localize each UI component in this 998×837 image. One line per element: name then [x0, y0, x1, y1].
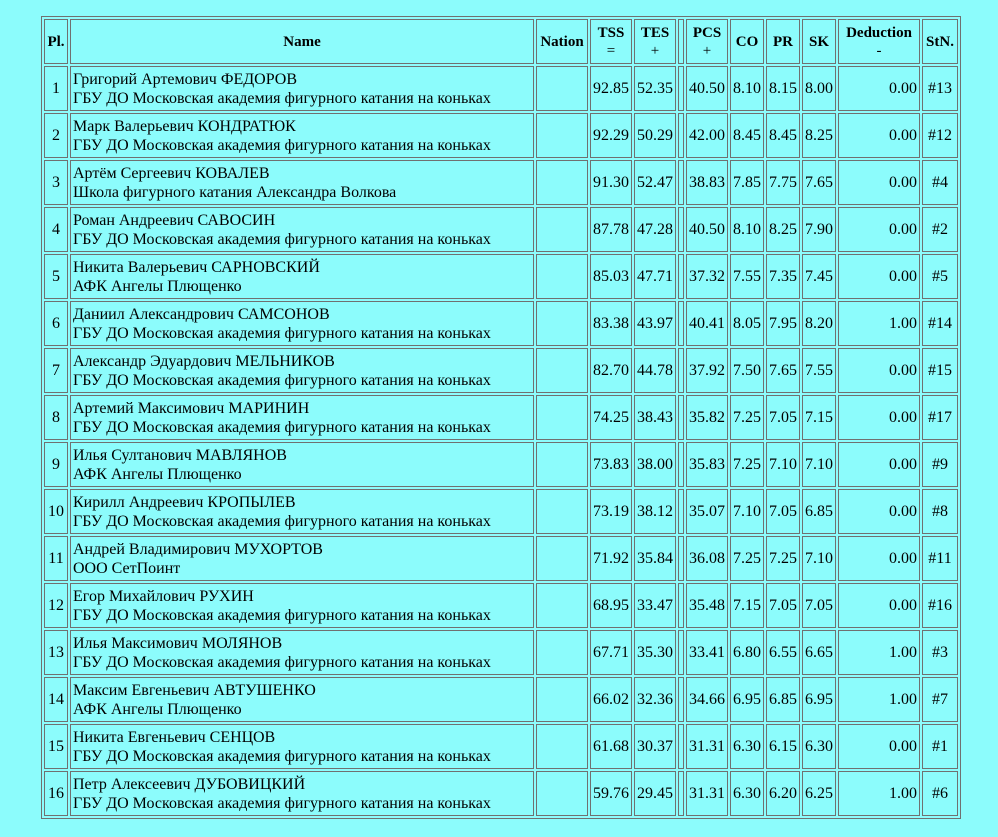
skater-name: Марк Валерьевич КОНДРАТЮК [73, 117, 296, 135]
pcs-cell: 40.41 [686, 301, 728, 346]
table-row [44, 677, 958, 722]
tss-cell: 92.85 [590, 66, 632, 111]
sk-cell: 7.65 [802, 160, 836, 205]
pr-cell: 8.15 [766, 66, 800, 111]
skater-name: Григорий Артемович ФЕДОРОВ [73, 70, 298, 88]
deduction-cell: 1.00 [838, 301, 920, 346]
table-row [44, 583, 958, 628]
place-cell: 9 [44, 442, 68, 487]
pcs-cell: 35.83 [686, 442, 728, 487]
sk-cell: 7.15 [802, 395, 836, 440]
header-deduction [838, 19, 920, 64]
pcs-cell: 37.92 [686, 348, 728, 393]
skater-name: Кирилл Андреевич КРОПЫЛЕВ [73, 493, 296, 511]
tss-cell: 73.83 [590, 442, 632, 487]
spacer-cell [678, 536, 684, 581]
tes-cell: 52.47 [634, 160, 676, 205]
header-stn: StN. [922, 19, 958, 64]
start-number-cell: #7 [922, 677, 958, 722]
sk-cell: 8.20 [802, 301, 836, 346]
tss-cell: 71.92 [590, 536, 632, 581]
table-row [44, 442, 958, 487]
spacer-cell [678, 254, 684, 299]
skater-club: ГБУ ДО Московская академия фигурного катания на коньках [73, 512, 491, 530]
tes-cell: 30.37 [634, 724, 676, 769]
place-cell: 8 [44, 395, 68, 440]
sk-cell: 7.55 [802, 348, 836, 393]
table-row [44, 348, 958, 393]
co-cell: 8.05 [730, 301, 764, 346]
deduction-cell: 0.00 [838, 160, 920, 205]
start-number-cell: #8 [922, 489, 958, 534]
nation-cell [536, 254, 588, 299]
skater-name: Андрей Владимирович МУХОРТОВ [73, 540, 323, 558]
tes-cell: 47.71 [634, 254, 676, 299]
deduction-cell: 0.00 [838, 113, 920, 158]
skater-name: Илья Султанович МАВЛЯНОВ [73, 446, 287, 464]
pr-cell: 8.25 [766, 207, 800, 252]
nation-cell [536, 724, 588, 769]
place-cell: 16 [44, 771, 68, 816]
skater-cell [70, 207, 534, 252]
skater-club: ГБУ ДО Московская академия фигурного катания на коньках [73, 606, 491, 624]
deduction-cell: 1.00 [838, 771, 920, 816]
skater-cell [70, 113, 534, 158]
start-number-cell: #4 [922, 160, 958, 205]
sk-cell: 6.95 [802, 677, 836, 722]
place-cell: 13 [44, 630, 68, 675]
tss-cell: 68.95 [590, 583, 632, 628]
co-cell: 6.95 [730, 677, 764, 722]
start-number-cell: #1 [922, 724, 958, 769]
tes-cell: 32.36 [634, 677, 676, 722]
pcs-cell: 35.82 [686, 395, 728, 440]
pr-cell: 7.05 [766, 489, 800, 534]
tes-cell: 50.29 [634, 113, 676, 158]
tss-cell: 92.29 [590, 113, 632, 158]
header-deduction-symbol: - [876, 42, 882, 59]
header-pr: PR [766, 19, 800, 64]
header-tes [634, 19, 676, 64]
deduction-cell: 0.00 [838, 583, 920, 628]
nation-cell [536, 207, 588, 252]
spacer-cell [678, 489, 684, 534]
co-cell: 7.85 [730, 160, 764, 205]
start-number-cell: #5 [922, 254, 958, 299]
skater-club: ГБУ ДО Московская академия фигурного катания на коньках [73, 230, 491, 248]
pr-cell: 7.05 [766, 583, 800, 628]
tes-cell: 38.12 [634, 489, 676, 534]
place-cell: 3 [44, 160, 68, 205]
pcs-cell: 40.50 [686, 66, 728, 111]
pcs-cell: 38.83 [686, 160, 728, 205]
nation-cell [536, 677, 588, 722]
skater-name: Никита Валерьевич САРНОВСКИЙ [73, 258, 320, 276]
nation-cell [536, 301, 588, 346]
pr-cell: 7.65 [766, 348, 800, 393]
tss-cell: 87.78 [590, 207, 632, 252]
skater-cell [70, 630, 534, 675]
pcs-cell: 42.00 [686, 113, 728, 158]
spacer-cell [678, 771, 684, 816]
tss-cell: 73.19 [590, 489, 632, 534]
spacer-cell [678, 66, 684, 111]
table-row [44, 771, 958, 816]
skater-club: ГБУ ДО Московская академия фигурного катания на коньках [73, 371, 491, 389]
skater-name: Егор Михайлович РУХИН [73, 587, 254, 605]
skater-club: ГБУ ДО Московская академия фигурного катания на коньках [73, 136, 491, 154]
deduction-cell: 0.00 [838, 254, 920, 299]
pcs-cell: 35.48 [686, 583, 728, 628]
pcs-cell: 36.08 [686, 536, 728, 581]
header-tss [590, 19, 632, 64]
start-number-cell: #17 [922, 395, 958, 440]
skater-cell [70, 724, 534, 769]
pr-cell: 6.15 [766, 724, 800, 769]
tes-cell: 35.30 [634, 630, 676, 675]
skater-club: ГБУ ДО Московская академия фигурного катания на коньках [73, 794, 491, 812]
tss-cell: 91.30 [590, 160, 632, 205]
tss-cell: 67.71 [590, 630, 632, 675]
table-row [44, 113, 958, 158]
co-cell: 7.10 [730, 489, 764, 534]
co-cell: 7.15 [730, 583, 764, 628]
header-nation: Nation [536, 19, 588, 64]
skater-cell [70, 442, 534, 487]
co-cell: 7.25 [730, 536, 764, 581]
co-cell: 8.10 [730, 66, 764, 111]
co-cell: 6.80 [730, 630, 764, 675]
place-cell: 7 [44, 348, 68, 393]
place-cell: 11 [44, 536, 68, 581]
skater-cell [70, 160, 534, 205]
pr-cell: 7.75 [766, 160, 800, 205]
pr-cell: 6.85 [766, 677, 800, 722]
header-name: Name [70, 19, 534, 64]
co-cell: 7.50 [730, 348, 764, 393]
nation-cell [536, 630, 588, 675]
nation-cell [536, 113, 588, 158]
spacer-cell [678, 113, 684, 158]
header-row [44, 19, 958, 64]
deduction-cell: 1.00 [838, 677, 920, 722]
sk-cell: 7.45 [802, 254, 836, 299]
tes-cell: 38.43 [634, 395, 676, 440]
skater-club: АФК Ангелы Плющенко [73, 700, 242, 718]
skater-name: Петр Алексеевич ДУБОВИЦКИЙ [73, 775, 306, 793]
skater-name: Александр Эдуардович МЕЛЬНИКОВ [73, 352, 335, 370]
nation-cell [536, 583, 588, 628]
place-cell: 2 [44, 113, 68, 158]
pcs-cell: 37.32 [686, 254, 728, 299]
start-number-cell: #15 [922, 348, 958, 393]
pr-cell: 7.05 [766, 395, 800, 440]
nation-cell [536, 66, 588, 111]
header-tes-symbol: + [650, 42, 660, 59]
nation-cell [536, 489, 588, 534]
spacer-cell [678, 395, 684, 440]
skater-name: Илья Максимович МОЛЯНОВ [73, 634, 283, 652]
start-number-cell: #16 [922, 583, 958, 628]
table-row [44, 536, 958, 581]
header-tss-symbol: = [606, 42, 616, 59]
start-number-cell: #2 [922, 207, 958, 252]
header-co: CO [730, 19, 764, 64]
nation-cell [536, 395, 588, 440]
pr-cell: 7.10 [766, 442, 800, 487]
table-row [44, 489, 958, 534]
tss-cell: 83.38 [590, 301, 632, 346]
pcs-cell: 33.41 [686, 630, 728, 675]
pcs-cell: 34.66 [686, 677, 728, 722]
start-number-cell: #12 [922, 113, 958, 158]
pcs-cell: 40.50 [686, 207, 728, 252]
skater-cell [70, 489, 534, 534]
skater-club: ГБУ ДО Московская академия фигурного катания на коньках [73, 747, 491, 765]
sk-cell: 7.10 [802, 442, 836, 487]
header-sk: SK [802, 19, 836, 64]
tes-cell: 33.47 [634, 583, 676, 628]
skater-club: ГБУ ДО Московская академия фигурного катания на коньках [73, 653, 491, 671]
skater-name: Роман Андреевич САВОСИН [73, 211, 276, 229]
pcs-cell: 35.07 [686, 489, 728, 534]
sk-cell: 8.25 [802, 113, 836, 158]
table-row [44, 254, 958, 299]
deduction-cell: 0.00 [838, 207, 920, 252]
skater-cell [70, 677, 534, 722]
pr-cell: 7.35 [766, 254, 800, 299]
pr-cell: 7.25 [766, 536, 800, 581]
spacer-cell [678, 160, 684, 205]
skater-cell [70, 348, 534, 393]
nation-cell [536, 442, 588, 487]
pr-cell: 6.20 [766, 771, 800, 816]
nation-cell [536, 348, 588, 393]
place-cell: 12 [44, 583, 68, 628]
tes-cell: 43.97 [634, 301, 676, 346]
sk-cell: 6.25 [802, 771, 836, 816]
table-row [44, 301, 958, 346]
co-cell: 8.45 [730, 113, 764, 158]
start-number-cell: #3 [922, 630, 958, 675]
table-row [44, 66, 958, 111]
pr-cell: 8.45 [766, 113, 800, 158]
start-number-cell: #9 [922, 442, 958, 487]
table-row [44, 395, 958, 440]
deduction-cell: 0.00 [838, 442, 920, 487]
co-cell: 7.25 [730, 442, 764, 487]
skater-cell [70, 254, 534, 299]
sk-cell: 6.30 [802, 724, 836, 769]
skater-club: АФК Ангелы Плющенко [73, 277, 242, 295]
sk-cell: 6.85 [802, 489, 836, 534]
skater-club: ГБУ ДО Московская академия фигурного катания на коньках [73, 89, 491, 107]
co-cell: 6.30 [730, 771, 764, 816]
skater-name: Артём Сергеевич КОВАЛЕВ [73, 164, 270, 182]
skater-cell [70, 66, 534, 111]
pcs-cell: 31.31 [686, 771, 728, 816]
spacer-cell [678, 677, 684, 722]
sk-cell: 7.10 [802, 536, 836, 581]
tes-cell: 38.00 [634, 442, 676, 487]
nation-cell [536, 771, 588, 816]
skater-name: Никита Евгеньевич СЕНЦОВ [73, 728, 276, 746]
skater-name: Максим Евгеньевич АВТУШЕНКО [73, 681, 316, 699]
skater-cell [70, 583, 534, 628]
header-pcs-symbol: + [702, 42, 712, 59]
table-row [44, 207, 958, 252]
pcs-cell: 31.31 [686, 724, 728, 769]
tss-cell: 85.03 [590, 254, 632, 299]
table-row [44, 630, 958, 675]
header-tss-label: TSS [597, 24, 625, 41]
co-cell: 8.10 [730, 207, 764, 252]
spacer-cell [678, 442, 684, 487]
table-row [44, 724, 958, 769]
tes-cell: 35.84 [634, 536, 676, 581]
place-cell: 6 [44, 301, 68, 346]
place-cell: 10 [44, 489, 68, 534]
start-number-cell: #14 [922, 301, 958, 346]
tes-cell: 47.28 [634, 207, 676, 252]
skater-cell [70, 771, 534, 816]
co-cell: 7.25 [730, 395, 764, 440]
tes-cell: 29.45 [634, 771, 676, 816]
skater-name: Даниил Александрович САМСОНОВ [73, 305, 330, 323]
tss-cell: 66.02 [590, 677, 632, 722]
co-cell: 6.30 [730, 724, 764, 769]
spacer-cell [678, 301, 684, 346]
header-pl: Pl. [44, 19, 68, 64]
tes-cell: 52.35 [634, 66, 676, 111]
skater-club: ООО СетПоинт [73, 559, 181, 577]
sk-cell: 7.90 [802, 207, 836, 252]
skater-club: ГБУ ДО Московская академия фигурного катания на коньках [73, 324, 491, 342]
start-number-cell: #13 [922, 66, 958, 111]
sk-cell: 6.65 [802, 630, 836, 675]
spacer-cell [678, 583, 684, 628]
nation-cell [536, 160, 588, 205]
skater-cell [70, 395, 534, 440]
deduction-cell: 0.00 [838, 348, 920, 393]
deduction-cell: 0.00 [838, 66, 920, 111]
header-spacer [678, 19, 684, 64]
spacer-cell [678, 207, 684, 252]
place-cell: 4 [44, 207, 68, 252]
deduction-cell: 0.00 [838, 489, 920, 534]
start-number-cell: #6 [922, 771, 958, 816]
header-pcs-label: PCS [692, 24, 722, 41]
skater-club: АФК Ангелы Плющенко [73, 465, 242, 483]
place-cell: 15 [44, 724, 68, 769]
start-number-cell: #11 [922, 536, 958, 581]
results-table [41, 16, 961, 819]
tss-cell: 59.76 [590, 771, 632, 816]
sk-cell: 7.05 [802, 583, 836, 628]
deduction-cell: 0.00 [838, 724, 920, 769]
skater-cell [70, 536, 534, 581]
place-cell: 1 [44, 66, 68, 111]
deduction-cell: 0.00 [838, 536, 920, 581]
spacer-cell [678, 630, 684, 675]
tes-cell: 44.78 [634, 348, 676, 393]
nation-cell [536, 536, 588, 581]
header-tes-label: TES [640, 24, 670, 41]
tss-cell: 82.70 [590, 348, 632, 393]
skater-club: Школа фигурного катания Александра Волкова [73, 183, 397, 201]
pr-cell: 6.55 [766, 630, 800, 675]
tss-cell: 74.25 [590, 395, 632, 440]
header-deduction-label: Deduction [846, 24, 912, 41]
co-cell: 7.55 [730, 254, 764, 299]
skater-club: ГБУ ДО Московская академия фигурного катания на коньках [73, 418, 491, 436]
spacer-cell [678, 724, 684, 769]
skater-name: Артемий Максимович МАРИНИН [73, 399, 310, 417]
spacer-cell [678, 348, 684, 393]
skater-cell [70, 301, 534, 346]
table-row [44, 160, 958, 205]
place-cell: 14 [44, 677, 68, 722]
tss-cell: 61.68 [590, 724, 632, 769]
sk-cell: 8.00 [802, 66, 836, 111]
deduction-cell: 1.00 [838, 630, 920, 675]
place-cell: 5 [44, 254, 68, 299]
deduction-cell: 0.00 [838, 395, 920, 440]
header-pcs [686, 19, 728, 64]
pr-cell: 7.95 [766, 301, 800, 346]
